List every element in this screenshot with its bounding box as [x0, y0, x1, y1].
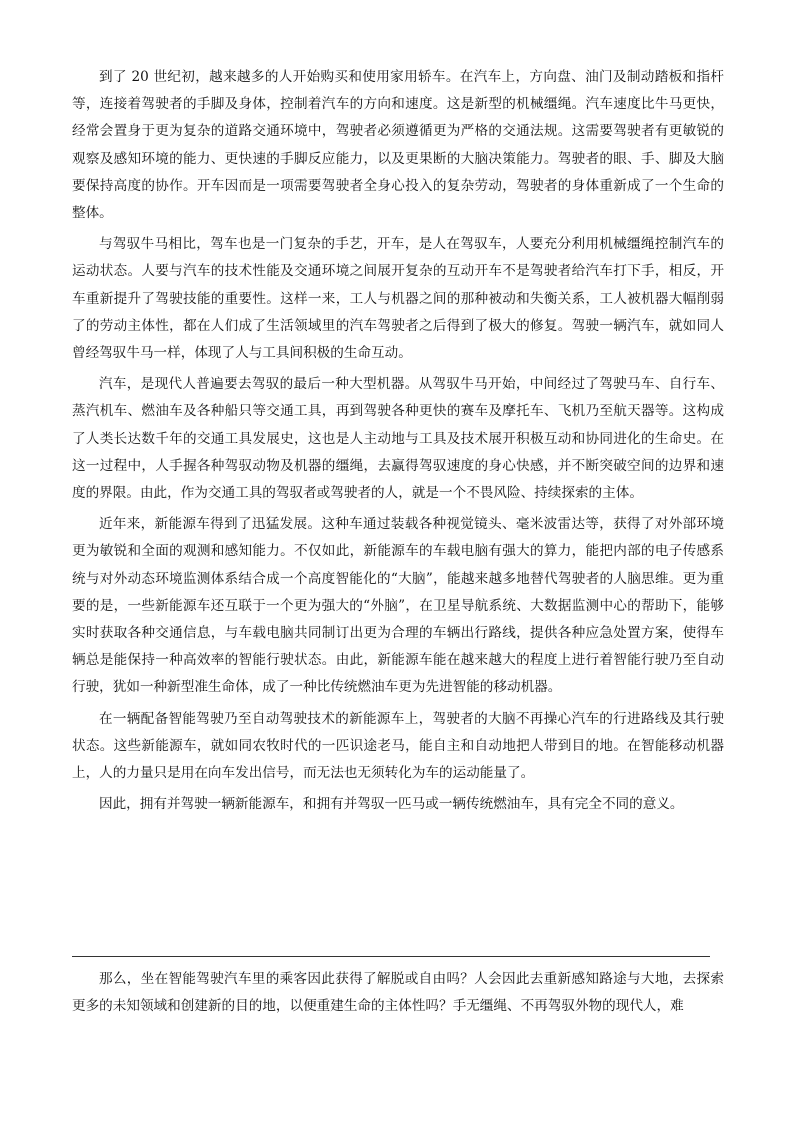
paragraph: 在一辆配备智能驾驶乃至自动驾驶技术的新能源车上，驾驶者的大脑不再操心汽车的行进路线及其行驶状态。这些新能源车，就如同农牧时代的一匹识途老马，能自主和自动地把人带到目的地。在智能移动机器上，人的力量只是用在向车发出信号，而无法也无须转化为车的运动能量了。 — [72, 710, 724, 782]
paragraph: 因此，拥有并驾驶一辆新能源车，和拥有并驾驭一匹马或一辆传统燃油车，具有完全不同的意义。 — [99, 796, 684, 813]
article-continuation — [72, 966, 724, 1020]
section-divider — [72, 956, 710, 957]
paragraph: 到了 20 世纪初，越来越多的人开始购买和使用家用轿车。在汽车上，方向盘、油门及制动踏板和指杆等，连接着驾驶者的手脚及身体，控制着汽车的方向和速度。这是新型的机械缰绳。汽车速度比牛马更快，经常会置身于更为复杂的道路交通环境中，驾驶者必须遵循更为严格的交通法规。这需要驾驶者有更敏锐的观察及感知环境的能力、更快速的手脚反应能力，以及更果断的大脑决策能力。驾驶者的眼、手、脚及大脑要保持高度的协作。开车因而是一项需要驾驶者全身心投入的复杂劳动，驾驶者的身体重新成了一个生命的整体。 — [72, 69, 724, 222]
paragraph: 那么，坐在智能驾驶汽车里的乘客因此获得了解脱或自由吗？人会因此去重新感知路途与大地，去探索更多的未知领域和创建新的目的地，以便重建生命的主体性吗？手无缰绳、不再驾驭外物的现代人，难 — [72, 971, 724, 1015]
article-body — [72, 64, 724, 822]
paragraph: 汽车，是现代人普遍要去驾驭的最后一种大型机器。从驾驭牛马开始，中间经过了驾驶马车、自行车、蒸汽机车、燃油车及各种船只等交通工具，再到驾驶各种更快的赛车及摩托车、飞机乃至航天器等。这构成了人类长达数千年的交通工具发展史，这也是人主动地与工具及技术展开积极互动和协同进化的生命史。在这一过程中，人手握各种驾驭动物及机器的缰绳，去赢得驾驭速度的身心快感，并不断突破空间的边界和速度的界限。由此，作为交通工具的驾驭者或驾驶者的人，就是一个不畏风险、持续探索的主体。 — [72, 376, 724, 502]
paragraph: 近年来，新能源车得到了迅猛发展。这种车通过装载各种视觉镜头、毫米波雷达等，获得了对外部环境更为敏锐和全面的观测和感知能力。不仅如此，新能源车的车载电脑有强大的算力，能把内部的电子传感系统与对外动态环境监测体系结合成一个高度智能化的“大脑”，能越来越多地替代驾驶者的人脑思维。更为重要的是，一些新能源车还互联于一个更为强大的“外脑”，在卫星导航系统、大数据监测中心的帮助下，能够实时获取各种交通信息，与车载电脑共同制订出更为合理的车辆出行路线，提供各种应急处置方案，使得车辆总是能保持一种高效率的智能行驶状态。由此，新能源车能在越来越大的程度上进行着智能行驶乃至自动行驶，犹如一种新型准生命体，成了一种比传统燃油车更为先进智能的移动机器。 — [72, 516, 724, 696]
paragraph: 与驾驭牛马相比，驾车也是一门复杂的手艺，开车，是人在驾驭车，人要充分利用机械缰绳控制汽车的运动状态。人要与汽车的技术性能及交通环境之间展开复杂的互动开车不是驾驶者给汽车打下手，相反，开车重新提升了驾驶技能的重要性。这样一来，工人与机器之间的那种被动和失衡关系，工人被机器大幅削弱了的劳动主体性，都在人们成了生活领域里的汽车驾驶者之后得到了极大的修复。驾驶一辆汽车，就如同人曾经驾驭牛马一样，体现了人与工具间积极的生命互动。 — [72, 236, 724, 362]
